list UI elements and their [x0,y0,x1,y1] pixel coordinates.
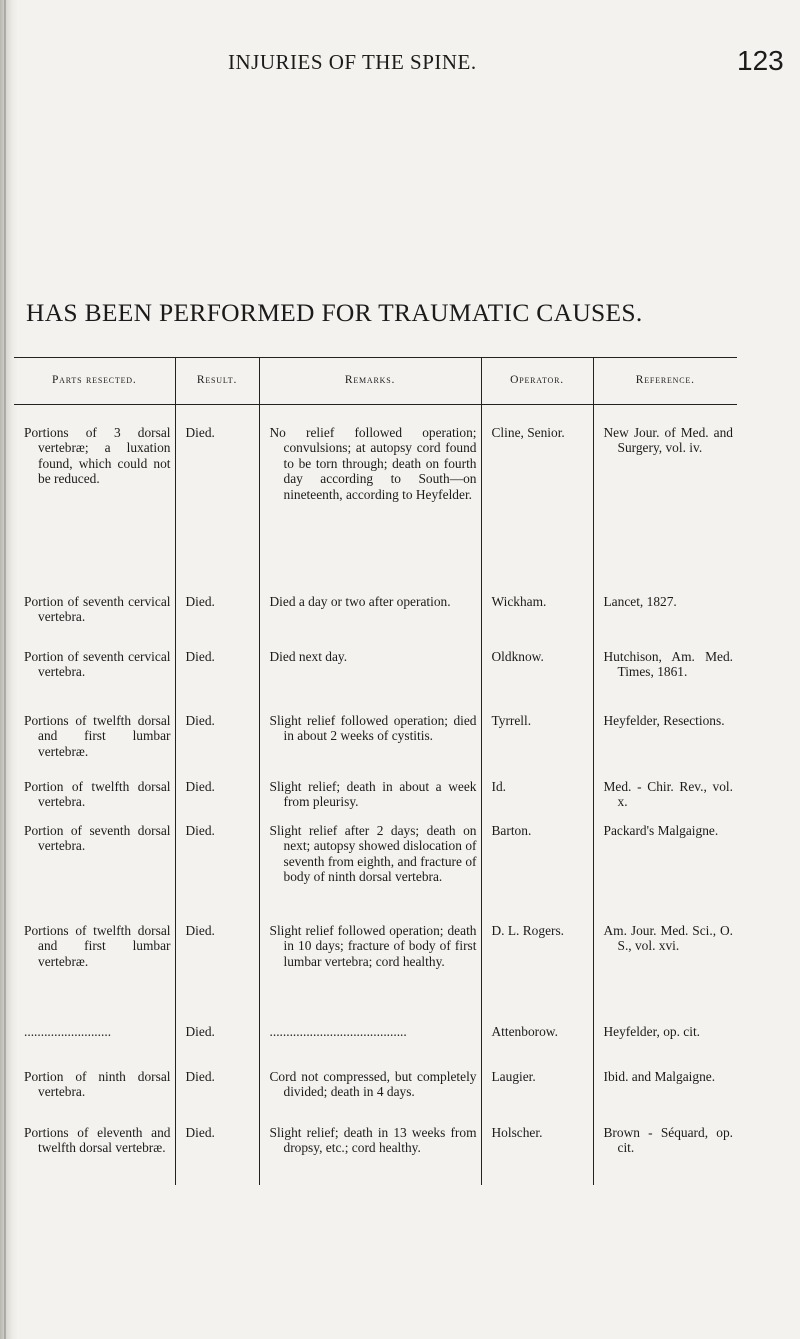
cell-reference: Heyfelder, Resections. [603,713,725,728]
header-operator: Operator. [481,358,593,405]
cell-result: Died. [175,1125,259,1185]
running-head [0,45,800,90]
table-row [14,823,737,923]
cell-result: Died. [175,923,259,1024]
cell-result: Died. [175,1069,259,1125]
header-parts: Parts resected. [14,358,175,405]
table-row [14,1024,737,1069]
cell-remarks: Slight relief followed operation; died in about 2 weeks of cystitis. [269,713,477,744]
cell-result: Died. [175,405,259,595]
header-result: Result. [175,358,259,405]
cell-remarks: Slight relief; death in about a week from pleurisy. [269,779,477,810]
cell-operator: Cline, Senior. [481,405,593,595]
table-row [14,649,737,713]
cell-remarks: Died a day or two after operation. [269,594,451,609]
cell-remarks: ......................................... [269,1024,407,1039]
cell-parts: Portion of seventh dorsal vertebra. [24,823,171,854]
cell-parts: Portions of eleventh and twelfth dorsal vertebræ. [24,1125,171,1156]
cell-remarks: Slight relief; death in 13 weeks from dropsy, etc.; cord healthy. [269,1125,477,1156]
cell-operator: Barton. [481,823,593,923]
cell-remarks: Slight relief followed operation; death in 10 days; fracture of body of first lumbar vertebra; cord healthy. [269,923,477,969]
table-row [14,923,737,1024]
cell-parts: Portions of twelfth dorsal and first lumbar vertebræ. [24,923,171,969]
table-row [14,1069,737,1125]
table-row [14,405,737,595]
cell-reference: Lancet, 1827. [603,594,677,609]
cell-parts: Portion of seventh cervical vertebra. [24,649,171,680]
page-gutter-line [4,0,6,1339]
cell-operator: Tyrrell. [481,713,593,779]
header-reference: Reference. [593,358,737,405]
header-remarks: Remarks. [259,358,481,405]
cell-result: Died. [175,779,259,823]
cell-result: Died. [175,823,259,923]
cell-reference: Am. Jour. Med. Sci., O. S., vol. xvi. [603,923,733,954]
table-row [14,1125,737,1185]
cell-operator: Holscher. [481,1125,593,1185]
cell-parts: Portion of seventh cervical vertebra. [24,594,171,625]
cell-reference: Med. - Chir. Rev., vol. x. [603,779,733,810]
cell-parts: Portion of ninth dorsal vertebra. [24,1069,171,1100]
cell-operator: Oldknow. [481,649,593,713]
cell-operator: D. L. Rogers. [481,923,593,1024]
table-header-row [14,358,737,405]
cell-parts: .......................... [24,1024,112,1039]
cell-parts: Portions of 3 dorsal vertebræ; a luxation found, which could not be reduced. [24,425,171,487]
table-row [14,713,737,779]
cell-result: Died. [175,1024,259,1069]
cell-remarks: No relief followed operation; convulsions; at autopsy cord found to be torn through; death on fourth day according to South—on nineteenth, according to Heyfelder. [269,425,477,502]
cell-remarks: Died next day. [269,649,348,664]
cell-reference: Heyfelder, op. cit. [603,1024,701,1039]
cell-reference: Packard's Malgaigne. [603,823,719,838]
cell-remarks: Cord not compressed, but completely divided; death in 4 days. [269,1069,477,1100]
cell-reference: Hutchison, Am. Med. Times, 1861. [603,649,733,680]
section-heading: HAS BEEN PERFORMED FOR TRAUMATIC CAUSES. [26,298,643,327]
cell-operator: Attenborow. [481,1024,593,1069]
cell-result: Died. [175,713,259,779]
cell-result: Died. [175,594,259,649]
cell-parts: Portion of twelfth dorsal vertebra. [24,779,171,810]
table-row [14,594,737,649]
cell-operator: Laugier. [481,1069,593,1125]
cell-reference: Ibid. and Malgaigne. [603,1069,716,1084]
cell-reference: Brown - Séquard, op. cit. [603,1125,733,1156]
cell-parts: Portions of twelfth dorsal and first lumbar vertebræ. [24,713,171,759]
cell-reference: New Jour. of Med. and Surgery, vol. iv. [603,425,733,456]
resections-table [14,357,737,1185]
running-head-title: INJURIES OF THE SPINE. [228,50,477,74]
cell-operator: Wickham. [481,594,593,649]
cell-operator: Id. [481,779,593,823]
cell-remarks: Slight relief after 2 days; death on next; autopsy showed dislocation of seventh from eighth, and fracture of body of ninth dorsal vertebra. [269,823,477,885]
cell-result: Died. [175,649,259,713]
page-number: 123 [737,45,784,76]
table-row [14,779,737,823]
